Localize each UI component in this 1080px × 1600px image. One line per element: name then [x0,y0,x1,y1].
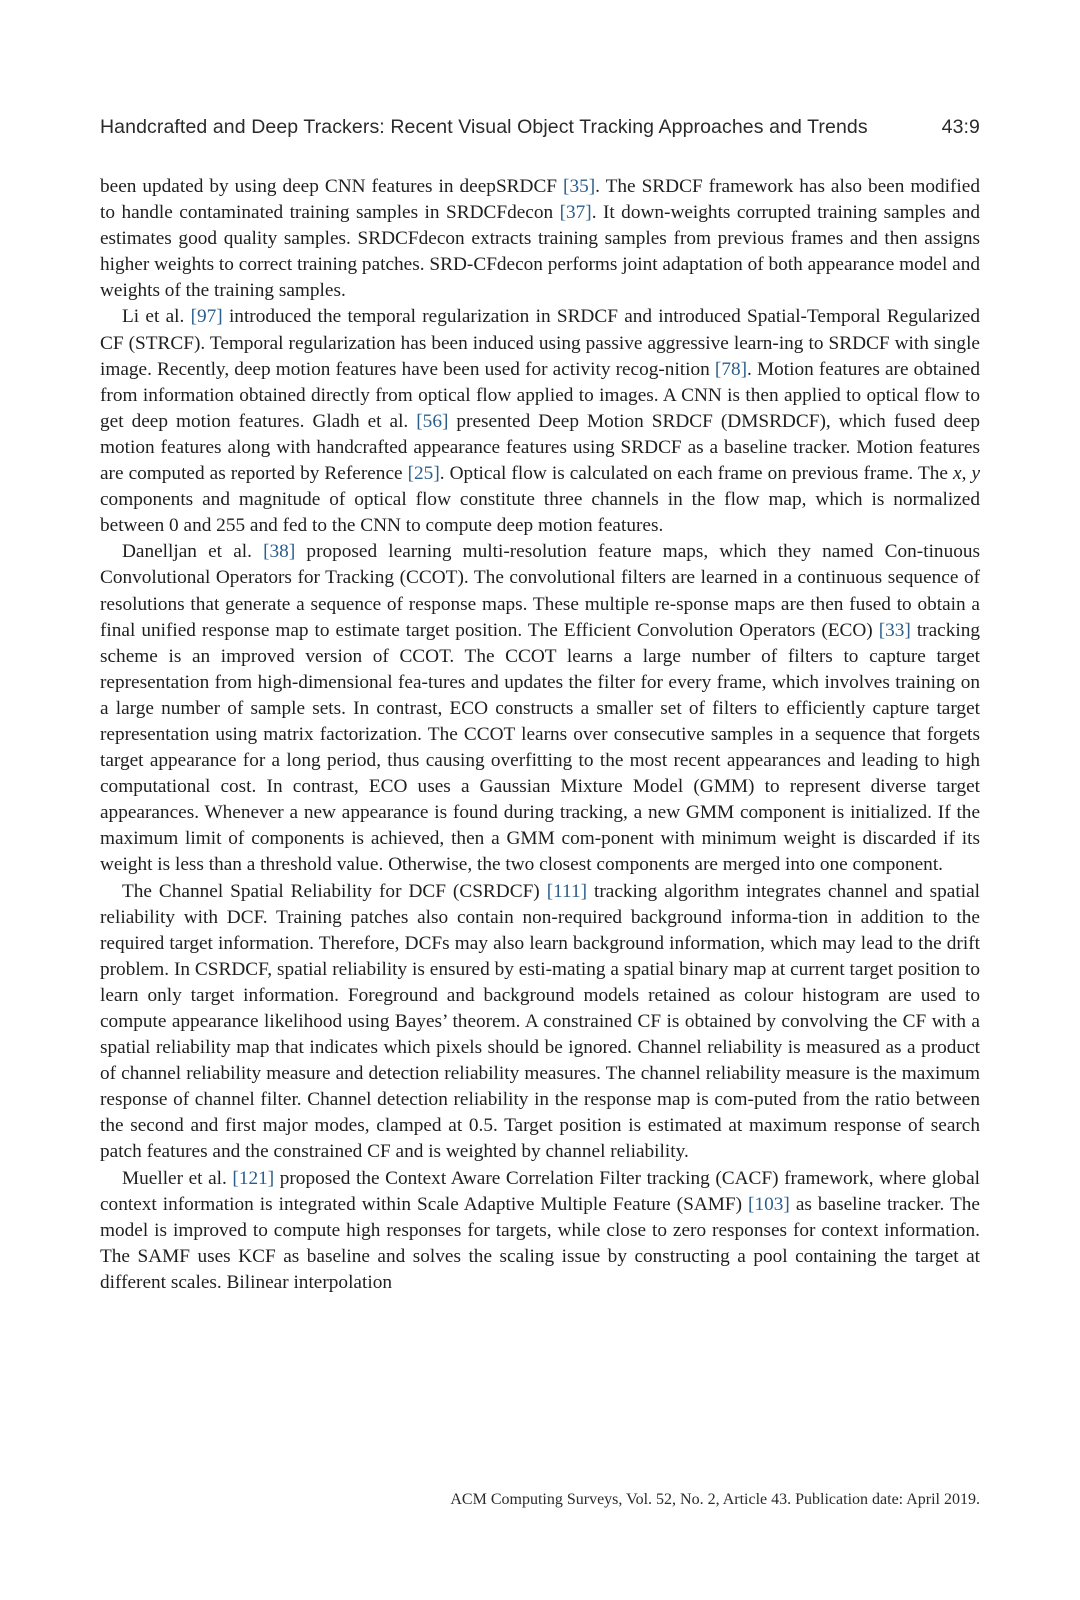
text-run: introduced the temporal regularization in SRDCF and introduced Spatial-Temporal Regularized CF (STRCF). Temporal regularization has been induced using passive aggressive learn-ing to SRDCF with single image. Recently, deep motion features have been used for activity recog-nition [100,306,980,380]
citation-link[interactable]: [121] [232,1167,275,1189]
text-run: The Channel Spatial Reliability for DCF (CSRDCF) [122,880,547,902]
paragraph [100,1166,980,1296]
text-run: tracking scheme is an improved version of CCOT. The CCOT learns a large number of filters to capture target representation from high-dimensional fea-tures and updates the filter for every frame, which involves training on a large number of sample sets. In contrast, ECO constructs a smaller set of filters to efficiently capture target representation using matrix factorization. The CCOT learns over consecutive samples in a sequence that forgets target appearance for a long period, thus causing overfitting to the most recent appearances and leading to high computational cost. In contrast, ECO uses a Gaussian Mixture Model (GMM) to represent diverse target appearances. Whenever a new appearance is found during tracking, a new GMM component is initialized. If the maximum limit of components is achieved, then a GMM com-ponent with minimum weight is discarded if its weight is less than a threshold value. Otherwise, the two closest components are merged into one component. [100,619,980,876]
text-run: proposed learning multi-resolution feature maps, which they named Con-tinuous Convolutional Operators for Tracking (CCOT). The convolutional filters are learned in a continuous sequence of resolutions that generate a sequence of response maps. These multiple re-sponse maps are then fused to obtain a final unified response map to estimate target position. The Efficient Convolution Operators (ECO) [100,541,980,641]
text-run: proposed the Context Aware Correlation Filter tracking (CACF) framework, where global context information is integrated within Scale Adaptive Multiple Feature (SAMF) [100,1167,980,1215]
text-run: . It down-weights corrupted training samples and estimates good quality samples. SRDCFdecon extracts training samples from previous frames and then assigns higher weights to correct training patches. SRD-CFdecon performs joint adaptation of both appearance model and weights of the training samples. [100,202,981,302]
text-run: . Motion features are obtained from information obtained directly from optical flow applied to images. A CNN is then applied to optical flow to get deep motion features. Gladh et al. [100,358,980,432]
citation-link[interactable]: [103] [748,1193,790,1215]
paragraph [100,879,980,1166]
paragraph [100,174,980,304]
paragraph [100,304,980,539]
math-variable: x [953,463,962,485]
text-run: Mueller et al. [122,1167,233,1189]
paragraph [100,539,980,878]
text-run: . Optical flow is calculated on each frame on previous frame. The [439,463,953,485]
citation-link[interactable]: [33] [878,619,911,641]
journal-footer: ACM Computing Surveys, Vol. 52, No. 2, Article 43. Publication date: April 2019. [450,1491,980,1508]
citation-link[interactable]: [37] [559,202,592,224]
math-variable: y [971,463,981,485]
citation-link[interactable]: [35] [563,176,596,197]
text-run: presented Deep Motion SRDCF (DMSRDCF), which fused deep motion features along with handcrafted appearance features using SRDCF as a baseline tracker. Motion features are computed as reported by Reference [100,410,980,485]
citation-link[interactable]: [111] [546,880,588,902]
text-run: Danelljan et al. [122,541,264,563]
text-run: components and magnitude of optical flow constitute three channels in the flow map, which is normalized between 0 and 255 and fed to the CNN to compute deep motion features. [100,489,980,537]
citation-link[interactable]: [97] [190,306,223,328]
text-run: . The SRDCF framework has also been modified to handle contaminated training samples in SRDCFdecon [100,176,980,224]
running-title: Handcrafted and Deep Trackers: Recent Visual Object Tracking Approaches and Trends [100,116,868,138]
citation-link[interactable]: [78] [714,358,748,380]
text-run: Li et al. [122,306,191,328]
text-run: , [961,463,972,485]
text-run: been updated by using deep CNN features in deepSRDCF [100,176,564,197]
text-run: as baseline tracker. The model is improved to compute high responses for targets, while close to zero responses for context information. The SAMF uses KCF as baseline and solves the scaling issue by constructing a pool containing the target at different scales. Bilinear interpolation [100,1193,980,1293]
page-number: 43:9 [941,116,980,138]
text-run: tracking algorithm integrates channel and spatial reliability with DCF. Training patches also contain non-required background informa-tion in addition to the required target information. Therefore, DCFs may also learn background information, which may lead to the drift problem. In CSRDCF, spatial reliability is ensured by esti-mating a spatial binary map at current target position to learn only target information. Foreground and background models retained as colour histogram are used to compute appearance likelihood using Bayes’ theorem. A constrained CF is obtained by convolving the CF with a spatial reliability map that indicates which pixels should be ignored. Channel reliability is measured as a product of channel reliability measure and detection reliability measures. The channel reliability measure is the maximum response of channel filter. Channel detection reliability in the response map is com-puted from the ratio between the second and first major modes, clamped at 0.5. Target position is estimated at maximum response of search patch features and the constrained CF and is weighted by channel reliability. [100,880,980,1163]
citation-link[interactable]: [38] [263,541,296,563]
citation-link[interactable]: [56] [416,410,449,432]
body-text [100,174,980,1296]
citation-link[interactable]: [25] [407,463,440,485]
running-header [100,116,980,139]
